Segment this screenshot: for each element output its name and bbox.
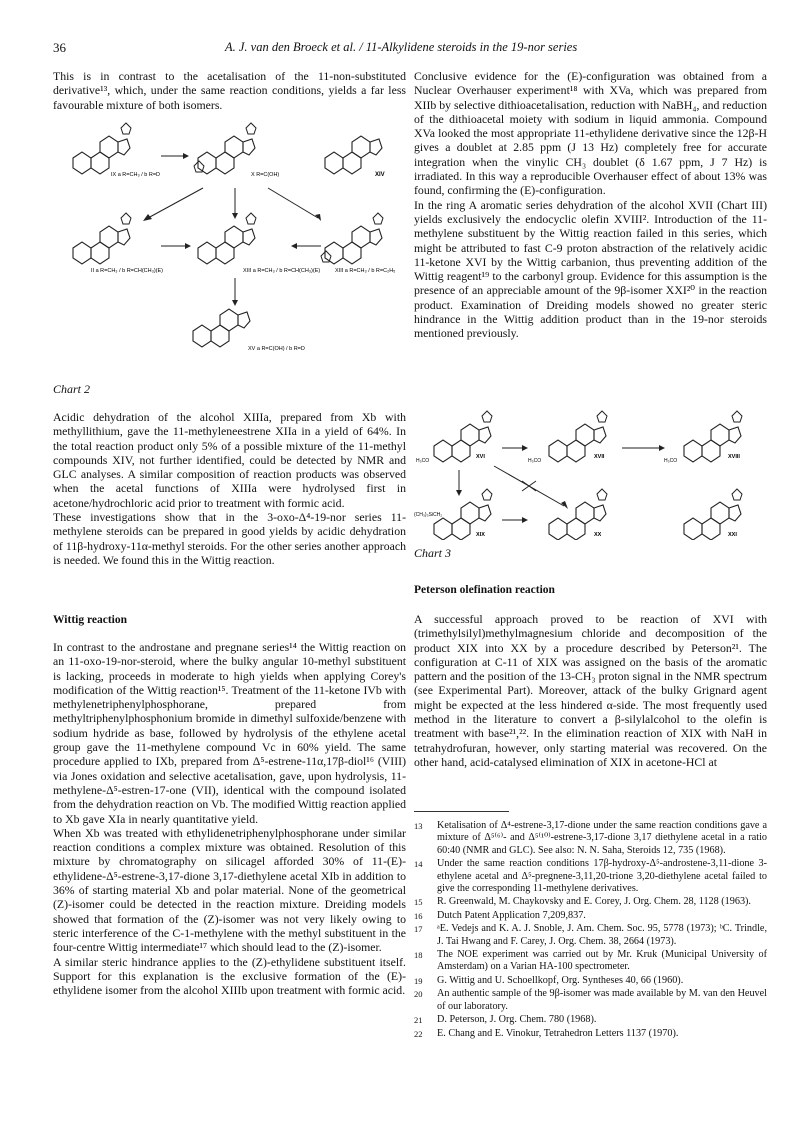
- chart2-label-xiii: XIII a R=CH₃ / b R=CH(CH₃)(E): [243, 268, 321, 274]
- footnote-number: 17: [414, 924, 423, 935]
- right-top: [414, 69, 767, 341]
- footnote-number: 14: [414, 859, 423, 870]
- svg-text:H₃CO: H₃CO: [416, 458, 430, 464]
- chart3-label-xviii: XVIII: [728, 454, 740, 460]
- footnote-text: R. Greenwald, M. Chaykovsky and E. Corey, J. Org. Chem. 28, 1128 (1963).: [437, 896, 751, 908]
- acidic-paragraph: Acidic dehydration of the alcohol XIIIa, prepared from Xb with methyllithium, gave the 11-methyleneestrene XIIa in a yield of 64%. In the total reaction product only 5% of a possible mixture of the 11-methyl compounds XIV, not further identified, could be detected by NMR and GLC analyses. A similar composition of reaction products was observed when the acetal functions of XIIIa were hydrolysed first in acetone/hydrochloric acid prior to treatment with formic acid.: [53, 410, 406, 510]
- aromatic-paragraph: In the ring A aromatic series dehydration of the alcohol XVII (Chart III) yields exclusively the endocyclic olefin XVIII². Introduction of the 11-methylene substituent by the Wittig reaction failed in this series, which might be attributed to fast C-9 proton abstraction of the relatively acidic 11-ketone XVI by the Wittig carbanion, thus preventing addition of the Wittig reagent¹⁹ to the carbonyl group. Evidence for this assumption is the presence of an appreciable amount of the 9β-isomer XXI²⁰ in the reaction product. Examination of Dreiding models showed no greater steric hindrance in the Wittig addition product than in the 19-nor steroids mentioned previously.: [414, 197, 767, 341]
- footnote-number: 20: [414, 989, 423, 1000]
- footnote-text: Ketalisation of Δ⁴-estrene-3,17-dione under the same reaction conditions gave a mixture of Δ⁵⁽⁶⁾- and Δ⁵⁽¹⁰⁾-estrene-3,17-dione 3,17 diethylene acetal in a ratio 60:40 (NMR and GLC). See also: N. N. Saha, Steroids 12, 735 (1968).: [437, 820, 767, 856]
- chart-3-figure: [414, 408, 767, 540]
- footnote-number: 16: [414, 910, 423, 921]
- footnote-number: 15: [414, 897, 423, 908]
- footnote-text: ᵃE. Vedejs and K. A. J. Snoble, J. Am. Chem. Soc. 95, 5778 (1973); ᵇC. Trindle, J. Tai Hwang and F. Carey, J. Org. Chem. 38, 2664 (1973).: [437, 923, 767, 947]
- footnote-item: [414, 896, 767, 908]
- chart-2-figure: [53, 118, 406, 364]
- footnote-text: D. Peterson, J. Org. Chem. 780 (1968).: [437, 1014, 597, 1026]
- peterson-heading: Peterson olefination reaction: [414, 584, 555, 596]
- svg-text:H₃CO: H₃CO: [664, 458, 678, 464]
- running-title: A. J. van den Broeck et al. / 11-Alkylidene steroids in the 19-nor series: [225, 40, 578, 54]
- right-peterson: [414, 612, 767, 769]
- chart3-label-xix: XIX: [476, 532, 485, 538]
- footnote-number: 22: [414, 1028, 423, 1039]
- left-intro: [53, 69, 406, 112]
- footnote-text: G. Wittig and U. Schoellkopf, Org. Syntheses 40, 66 (1960).: [437, 974, 684, 986]
- chart2-label-ii: II a R=CH₃ / b R=CH(CH₃)(E): [91, 268, 164, 274]
- these-paragraph: These investigations show that in the 3-oxo-Δ⁴-19-nor series 11-methylene steroids can be prepared in good yields by acidic dehydration of 11β-hydroxy-11α-methyl steroids. For the other series another approach is needed. We found this in the Wittig reaction.: [53, 510, 406, 567]
- svg-text:H₃CO: H₃CO: [528, 458, 542, 464]
- footnote-item: [414, 858, 767, 895]
- footnote-rule: [414, 811, 509, 812]
- peterson-paragraph: A successful approach proved to be reaction of XVI with (trimethylsilyl)methylmagnesium chloride and decomposition of the product XIX into XX by a procedure described by Peterson²¹. The configuration at C-11 of XIX was assigned on the basis of the aromatic pattern and the position of the 13-CH₃ proton signal in the NMR spectrum (see Experimental Part). Moreover, attack of the bulky Grignard agent might be expected at the less hindered α-side. The most frequently used method in the literature to convert a β-silylalcohol to the olefin is treatment with base²¹,²². In the elimination reaction of XIX with NaH in tetrahydrofuran, however, only starting material was recovered. On the other hand, acid-catalysed elimination of XIX in acetone-HCl at: [414, 612, 767, 769]
- wittig-body: [53, 640, 406, 997]
- chart3-label-xvi: XVI: [476, 454, 485, 460]
- footnote-item: [414, 923, 767, 948]
- chart3-label-xvii: XVII: [594, 454, 605, 460]
- chart2-label-ix: IX a R=CH₃ / b R=D: [111, 172, 161, 178]
- chart2-label-xiii-b: XIII a R=CH₃ / b R=C₂H₅: [335, 268, 396, 274]
- footnote-item: [414, 1028, 767, 1040]
- chart2-label-x: X R=C(OH): [251, 172, 280, 178]
- footnote-text: Under the same reaction conditions 17β-hydroxy-Δ⁵-androstene-3,11-dione 3-ethylene acetal and Δ⁵-pregnene-3,11,20-trione 3,20-diethylene acetal failed to give the corresponding 11-methylene derivatives.: [437, 858, 767, 895]
- chart2-label-xiv: XIV: [375, 172, 385, 178]
- svg-text:(CH₃)₃SiCH₂: (CH₃)₃SiCH₂: [414, 512, 443, 518]
- footnote-item: [414, 975, 767, 987]
- noe-paragraph: Conclusive evidence for the (E)-configuration was obtained from a Nuclear Overhauser experiment¹⁸ with XVa, which was prepared from XIIb by selective dithioacetalisation, reduction with NaBH₄, and reduction of the dithioacetal moiety with sodium in liquid ammonia. Compound XVa looked the most appropriate 11-ethylidene derivative since the 12β-H gives a doublet at 2.85 ppm (J 13 Hz) completely free for accurate integration when the vinylic CH₃ doublet (δ 1.67 ppm, J 7 Hz) is irradiated. In this way a reproducible Overhauser effect of about 13% was found, confirming the (E)-configuration.: [414, 69, 767, 198]
- footnote-item: [414, 988, 767, 1013]
- footnote-item: [414, 910, 767, 922]
- wittig-heading: Wittig reaction: [53, 614, 127, 626]
- chart2-label-xv: XV a R=C(OH) / b R=D: [248, 346, 305, 352]
- wittig-paragraph-2: When Xb was treated with ethylidenetriphenylphosphorane under similar reaction conditions a complex mixture was obtained. Resolution of this mixture by chromatography on silicagel afforded 30% of 11-(E)-ethylidene-Δ⁵-estrene-3,17-dione 3,17-diethylene acetal XIb in addition to 36% of starting material Xb and polar material. None of the geometrical (Z)-isomer could be detected in the reaction mixture. Dreiding models showed that formation of the (Z)-isomer was not very likely owing to steric interference of the C-1-methylene with the methyl substituent in the four-centre Wittig intermediate¹⁷ which should lead to the (Z)-isomer.: [53, 825, 406, 955]
- footnotes: [414, 820, 767, 1041]
- footnote-text: E. Chang and E. Vinokur, Tetrahedron Letters 1137 (1970).: [437, 1027, 679, 1039]
- chart3-label-xx: XX: [594, 532, 602, 538]
- chart-2-caption: Chart 2: [53, 382, 91, 396]
- page-number: 36: [53, 40, 66, 55]
- footnote-text: The NOE experiment was carried out by Mr. Kruk (Municipal University of Amsterdam) on a Varian HA-100 spectrometer.: [437, 949, 767, 973]
- footnote-item: [414, 820, 767, 857]
- chart3-label-xxi: XXI: [728, 532, 737, 538]
- footnote-item: [414, 1014, 767, 1026]
- left-body: [53, 410, 406, 567]
- wittig-paragraph-1: In contrast to the androstane and pregnane series¹⁴ the Wittig reaction on an 11-oxo-19-nor-steroid, where the bulky angular 10-methyl substituent is lacking, proceeds in moderate to high yields when applying Corey's modification of the Wittig reaction¹⁵. Treatment of the 11-ketone IVb with methylenetriphenylphosphorane, prepared from methyltriphenylphosphonium bromide in dimethyl sulfoxide/benzene with sodium hydride as base, followed by hydrolysis of the ethylene acetal group gave the 11-methylene compound Vc in 60% yield. The same procedure applied to IXb, prepared from Δ⁵-estrene-11α,17β-diol¹⁶ (VIII) via Jones oxidation and selective acetalisation, gave, upon hydrolysis, 11-methylene-Δ⁵-estren-17-one (VII), identical with the compound isolated from the dehydration reaction on Vb. The modified Wittig reaction applied to Xb gave XIa in nearly quantitative yield.: [53, 640, 407, 826]
- footnote-number: 13: [414, 821, 423, 831]
- intro-paragraph: This is in contrast to the acetalisation of the 11-non-substituted derivative¹³, which, under the same reaction conditions, yields a far less favourable mixture of both isomers.: [53, 69, 406, 112]
- footnote-text: Dutch Patent Application 7,209,837.: [437, 909, 586, 921]
- wittig-paragraph-3: A similar steric hindrance applies to the (Z)-ethylidene substituent itself. Support for this explanation is the exclusive formation of the (E)-ethylidene isomer from the alcohol XIIIb upon treatment with formic acid.: [53, 954, 406, 998]
- footnote-number: 18: [414, 950, 423, 961]
- footnote-number: 19: [414, 975, 423, 986]
- footnote-number: 21: [414, 1015, 423, 1026]
- footnote-item: [414, 949, 767, 974]
- footnote-text: An authentic sample of the 9β-isomer was made available by M. van den Heuvel of our laboratory.: [437, 988, 767, 1012]
- chart-3-caption: Chart 3: [414, 546, 452, 560]
